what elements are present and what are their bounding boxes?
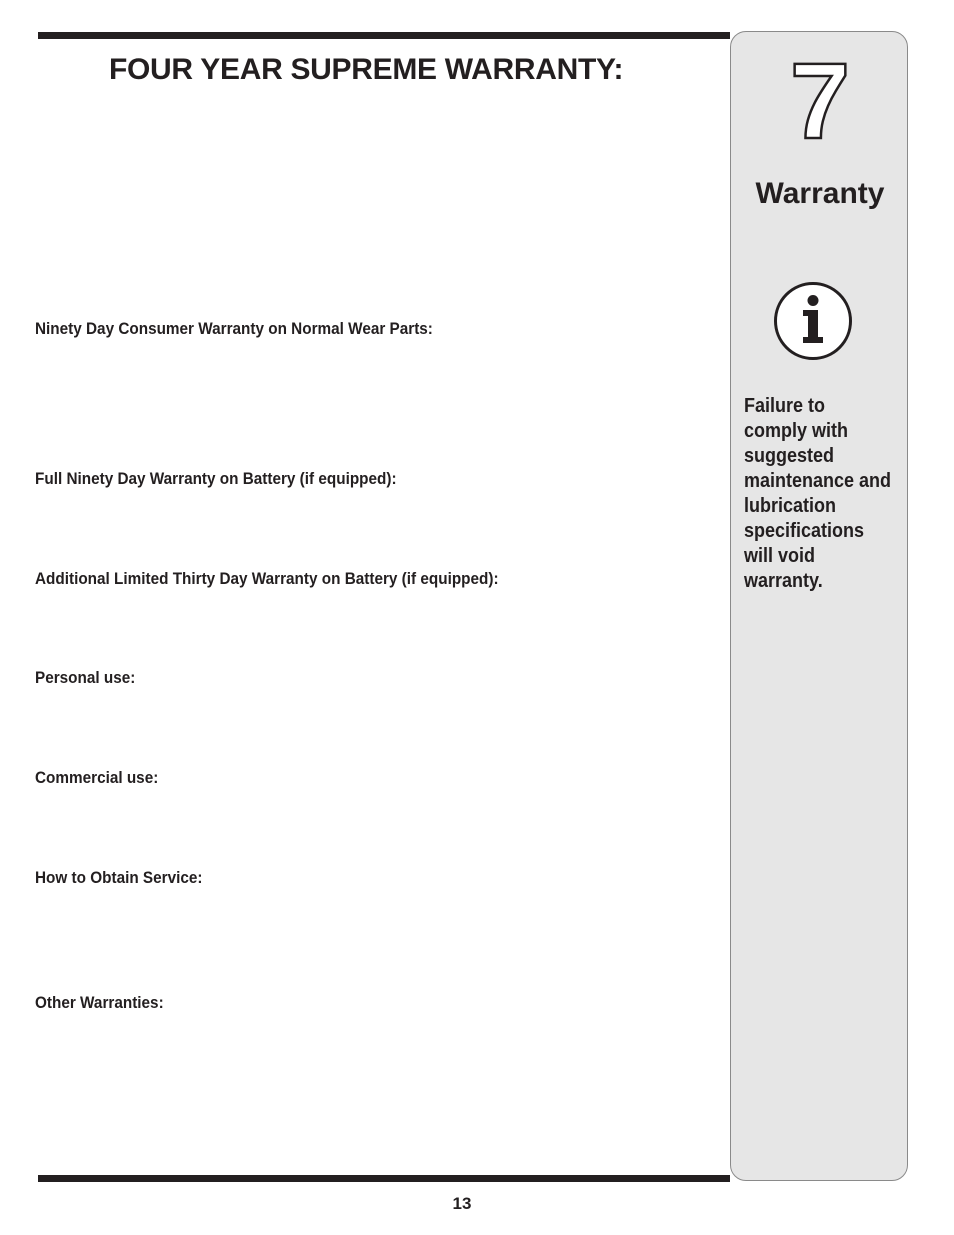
info-icon [773,281,853,361]
chapter-title: Warranty [755,177,885,210]
section-heading-personal-use: Personal use: [35,668,136,687]
top-rule [38,32,730,39]
section-heading-commercial-use: Commercial use: [35,768,159,787]
page-title: FOUR YEAR SUPREME WARRANTY: [109,53,624,86]
section-heading-obtain-service: How to Obtain Service: [35,868,203,887]
page-number: 13 [452,1194,472,1213]
section-heading-normal-wear-parts: Ninety Day Consumer Warranty on Normal Wear Parts: [35,319,433,338]
section-heading-battery-limited: Additional Limited Thirty Day Warranty on Battery (if equipped): [35,569,499,588]
sidebar-note: Failure to comply with suggested maintenance and lubrication specifications will void warranty. [744,395,892,592]
chapter-number: 7 [789,40,851,161]
chapter-sidebar [730,31,908,1181]
section-heading-other-warranties: Other Warranties: [35,993,164,1012]
bottom-rule [38,1175,730,1182]
section-heading-battery-full: Full Ninety Day Warranty on Battery (if equipped): [35,469,397,488]
